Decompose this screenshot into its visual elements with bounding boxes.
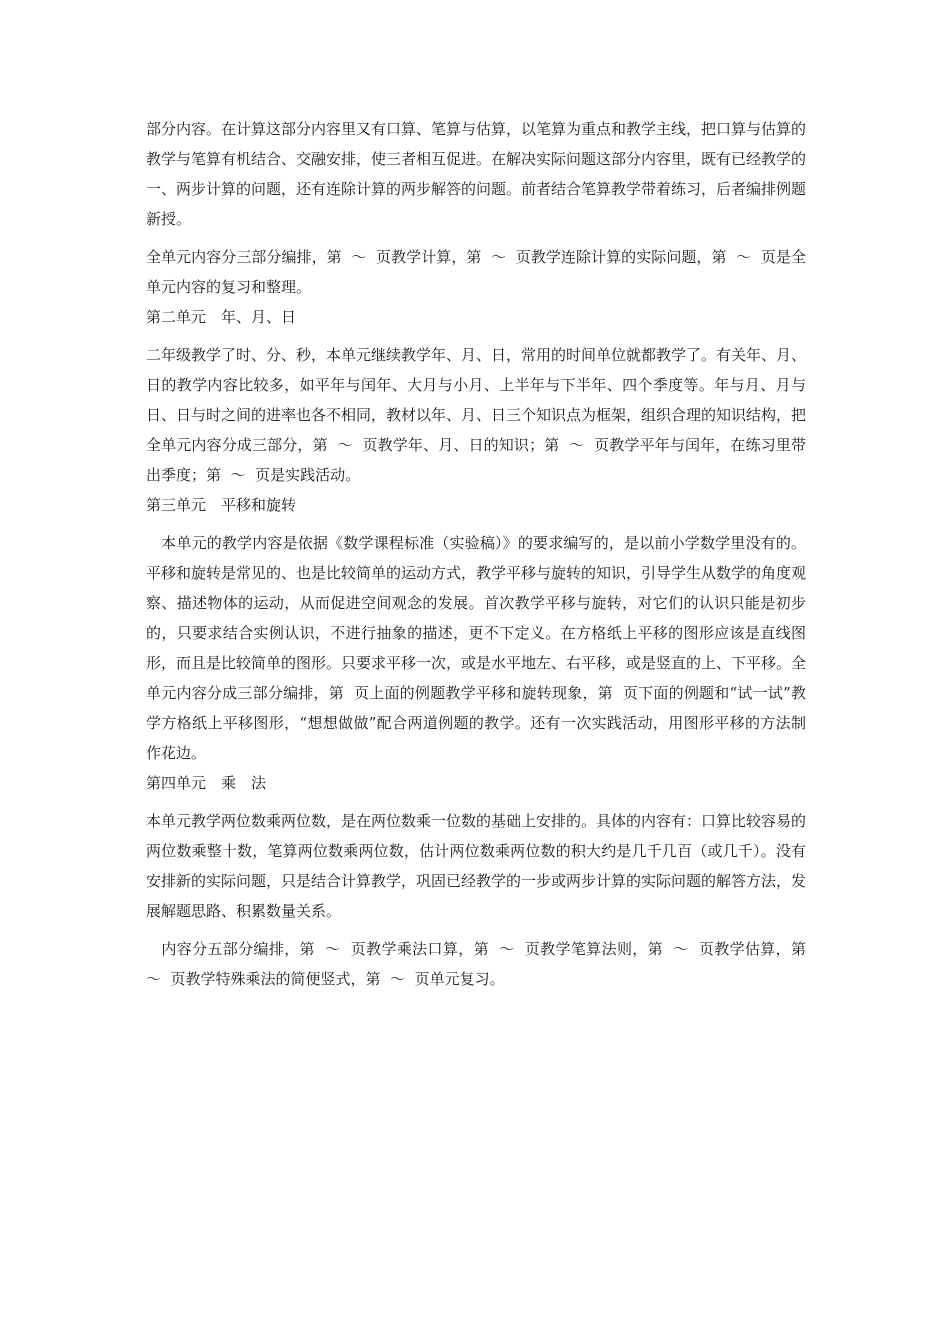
heading-unit4: 第四单元 乘 法 — [146, 774, 267, 792]
document-page — [146, 114, 816, 994]
paragraph-unit3-body: 本单元的教学内容是依据《数学课程标准（实验稿）》的要求编写的，是以前小学数学里没有的。平移和旋转是常见的、也是比较简单的运动方式，教学平移与旋转的知识，引导学生从数学的角度观察、描述物体的运动，从而促进空间观念的发展。首次教学平移与旋转，对它们的认识只能是初步的，只要求结合实例认识，不进行抽象的描述，更不下定义。在方格纸上平移的图形应该是直线图形，而且是比较简单的图形。只要求平移一次，或是水平地左、右平移，或是竖直的上、下平移。全单元内容分成三部分编排，第 页上面的例题教学平移和旋转现象，第 页下面的例题和“试一试”教学方格纸上平移图形，“想想做做”配合两道例题的教学。还有一次实践活动，用图形平移的方法制作花边。 — [146, 534, 807, 762]
heading-unit2: 第二单元 年、月、日 — [146, 308, 297, 326]
heading-unit3: 第三单元 平移和旋转 — [146, 496, 297, 514]
paragraph-unit4-structure: 内容分五部分编排，第 ～ 页教学乘法口算，第 ～ 页教学笔算法则，第 ～ 页教学估算，第 ～ 页教学特殊乘法的简便竖式，第 ～ 页单元复习。 — [146, 940, 816, 988]
paragraph-unit1-structure: 全单元内容分三部分编排，第 ～ 页教学计算，第 ～ 页教学连除计算的实际问题，第 ～ 页是全单元内容的复习和整理。 — [146, 248, 806, 296]
paragraph-unit2-body: 二年级教学了时、分、秒，本单元继续教学年、月、日，常用的时间单位就都教学了。有关年、月、日的教学内容比较多，如平年与闰年、大月与小月、上半年与下半年、四个季度等。年与月、月与日、日与时之间的进率也各不相同，教材以年、月、日三个知识点为框架，组织合理的知识结构，把全单元内容分成三部分，第 ～ 页教学年、月、日的知识；第 ～ 页教学平年与闰年，在练习里带出季度；第 ～ 页是实践活动。 — [146, 346, 807, 484]
paragraph-unit4-body: 本单元教学两位数乘两位数，是在两位数乘一位数的基础上安排的。具体的内容有：口算比较容易的两位数乘整十数，笔算两位数乘两位数，估计两位数乘两位数的积大约是几千几百（或几千）。没有安排新的实际问题，只是结合计算教学，巩固已经教学的一步或两步计算的实际问题的解答方法，发展解题思路、积累数量关系。 — [146, 812, 807, 920]
paragraph-division-intro: 部分内容。在计算这部分内容里又有口算、笔算与估算，以笔算为重点和教学主线，把口算与估算的教学与笔算有机结合、交融安排，使三者相互促进。在解决实际问题这部分内容里，既有已经教学的一、两步计算的问题，还有连除计算的两步解答的问题。前者结合笔算教学带着练习，后者编排例题新授。 — [146, 120, 807, 228]
